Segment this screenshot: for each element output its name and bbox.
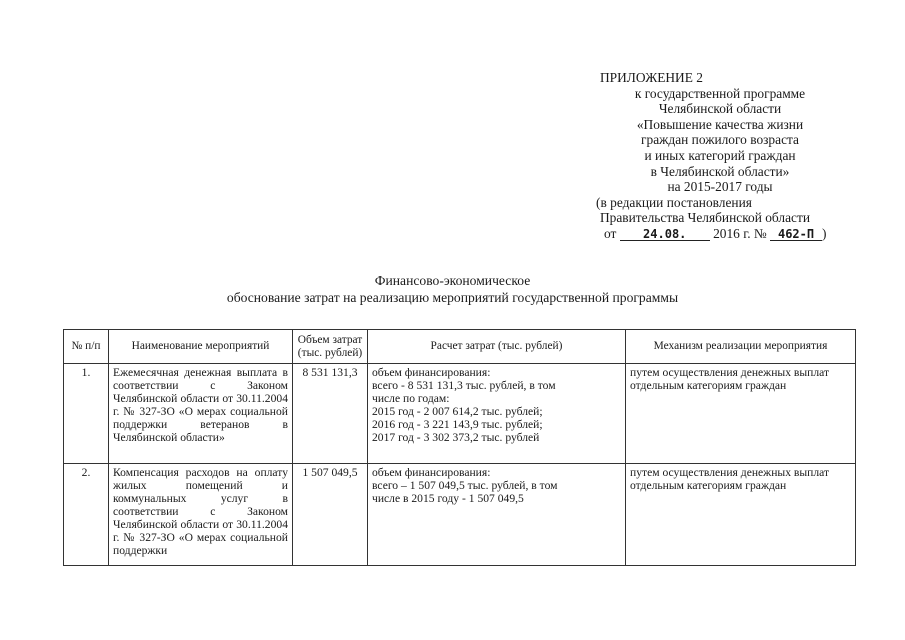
calc-line: 2016 год - 3 221 143,9 тыс. рублей;	[372, 418, 543, 431]
row-calc	[368, 364, 626, 464]
row-volume: 8 531 131,3	[293, 364, 368, 464]
appendix-line: в Челябинской области»	[650, 163, 790, 179]
row-name: Ежемесячная денежная выплата в соответствии с Законом Челябинской области от 30.11.2004 г. № 327-ЗО «О мерах социальной поддержки ветеранов в Челябинской области»	[109, 364, 293, 464]
row-volume: 1 507 049,5	[293, 464, 368, 566]
table-row	[64, 464, 856, 566]
table-row	[64, 364, 856, 464]
appendix-block	[560, 70, 880, 242]
calc-line: 2015 год - 2 007 614,2 тыс. рублей;	[372, 405, 543, 418]
calc-line: числе по годам:	[372, 392, 450, 405]
row-calc	[368, 464, 626, 566]
date-prefix: от	[604, 225, 617, 241]
heading-line-1: Финансово-экономическое	[374, 273, 531, 288]
table-header-row	[64, 330, 856, 364]
header-mechanism: Механизм реализации мероприятия	[626, 330, 856, 364]
calc-line: всего - 8 531 131,3 тыс. рублей, в том	[372, 379, 556, 392]
header-calc: Расчет затрат (тыс. рублей)	[368, 330, 626, 364]
closing-paren: )	[822, 225, 827, 241]
row-mechanism: путем осуществления денежных выплат отдельным категориям граждан	[626, 464, 856, 566]
appendix-line: к государственной программе	[634, 85, 806, 101]
calc-line: 2017 год - 3 302 373,2 тыс. рублей	[372, 431, 540, 444]
appendix-date-line	[604, 226, 880, 242]
header-num: № п/п	[64, 330, 109, 364]
calc-line: числе в 2015 году - 1 507 049,5	[372, 492, 524, 505]
appendix-line: граждан пожилого возраста	[641, 132, 799, 148]
date-field: 24.08.	[620, 228, 710, 241]
row-num: 2.	[64, 464, 109, 566]
appendix-line: Челябинской области	[658, 101, 782, 117]
year-text: 2016 г. №	[713, 225, 767, 241]
document-heading	[0, 272, 905, 306]
appendix-line: (в редакции постановления	[596, 194, 752, 210]
row-num: 1.	[64, 364, 109, 464]
header-volume: Объем затрат (тыс. рублей)	[293, 330, 368, 364]
appendix-line: Правительства Челябинской области	[600, 210, 810, 226]
row-mechanism: путем осуществления денежных выплат отдельным категориям граждан	[626, 364, 856, 464]
calc-line: объем финансирования:	[372, 466, 491, 479]
appendix-line: на 2015-2017 годы	[667, 179, 773, 195]
calc-line: всего – 1 507 049,5 тыс. рублей, в том	[372, 479, 558, 492]
calc-line: объем финансирования:	[372, 366, 491, 379]
number-field: 462-П	[770, 228, 822, 241]
cost-table	[63, 329, 856, 566]
appendix-line: и иных категорий граждан	[644, 147, 796, 163]
appendix-line: «Повышение качества жизни	[636, 116, 804, 132]
row-name: Компенсация расходов на оплату жилых помещений и коммунальных услуг в соответствии с Законом Челябинской области от 30.11.2004 г. № 327-ЗО «О мерах социальной поддержки	[109, 464, 293, 566]
appendix-title: ПРИЛОЖЕНИЕ 2	[600, 70, 703, 85]
header-name: Наименование мероприятий	[109, 330, 293, 364]
heading-line-2: обоснование затрат на реализацию мероприятий государственной программы	[226, 290, 679, 305]
